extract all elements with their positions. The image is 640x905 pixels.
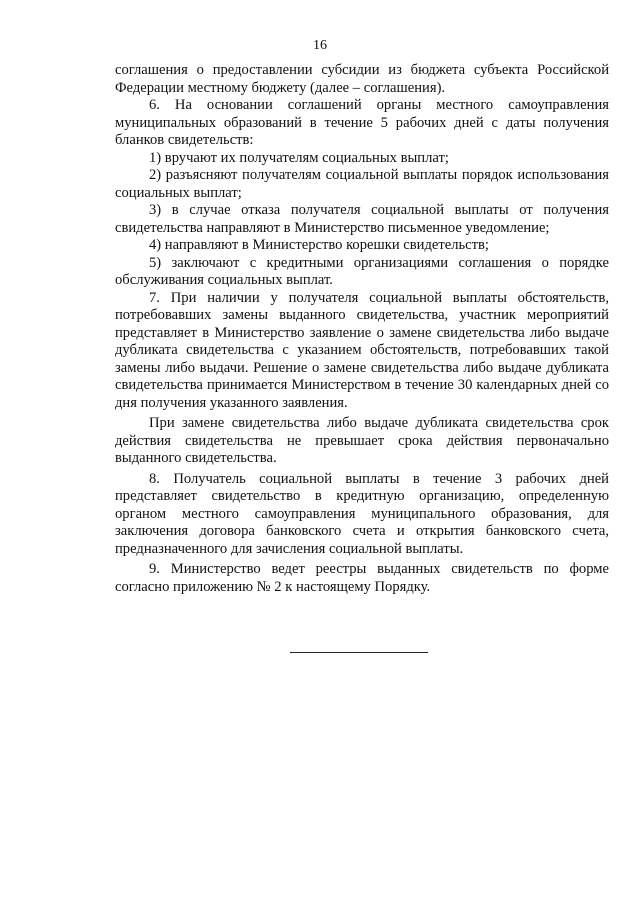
end-divider-line (290, 652, 428, 653)
subitem-5: 5) заключают с кредитными организациями соглашения о порядке обслуживания социальных выплат. (115, 254, 609, 288)
paragraph-item-6: 6. На основании соглашений органы местного самоуправления муниципальных образований в течение 5 рабочих дней с даты получения бланков свидетельств: (115, 97, 609, 148)
subitem-3: 3) в случае отказа получателя социальной выплаты от получения свидетельства направляют в Министерство письменное уведомление; (115, 202, 609, 236)
subitem-2: 2) разъясняют получателям социальной выплаты порядок использования социальных выплат; (115, 167, 609, 201)
document-body (115, 62, 609, 596)
paragraph-item-7: 7. При наличии у получателя социальной выплаты обстоятельств, потребовавших замены выданного свидетельства, участник мероприятий представляет в Министерство заявление о замене свидетельства либо выдаче дубликата свидетельства с указанием обстоятельств, потребовавших такой замены либо выдачи. Решение о замене свидетельства либо выдаче дубликата свидетельства принимается Министерством в течение 30 календарных дней со дня получения указанного заявления. (115, 289, 609, 411)
paragraph-item-9: 9. Министерство ведет реестры выданных свидетельств по форме согласно приложению № 2 к настоящему Порядку. (115, 561, 609, 595)
page-number: 16 (313, 38, 327, 53)
paragraph-replacement-term: При замене свидетельства либо выдаче дубликата свидетельства срок действия свидетельства не превышает срока действия первоначально выданного свидетельства. (115, 415, 609, 466)
subitem-4: 4) направляют в Министерство корешки свидетельств; (149, 237, 489, 253)
paragraph-agreement-definition: соглашения о предоставлении субсидии из бюджета субъекта Российской Федерации местному бюджету (далее – соглашения). (115, 62, 609, 96)
paragraph-item-8: 8. Получатель социальной выплаты в течение 3 рабочих дней представляет свидетельство в кредитную организацию, определенную органом местного самоуправления муниципального образования, для заключения договора банковского счета и открытия банковского счета, предназначенного для зачисления социальной выплаты. (115, 470, 609, 557)
subitem-1: 1) вручают их получателям социальных выплат; (149, 149, 449, 166)
